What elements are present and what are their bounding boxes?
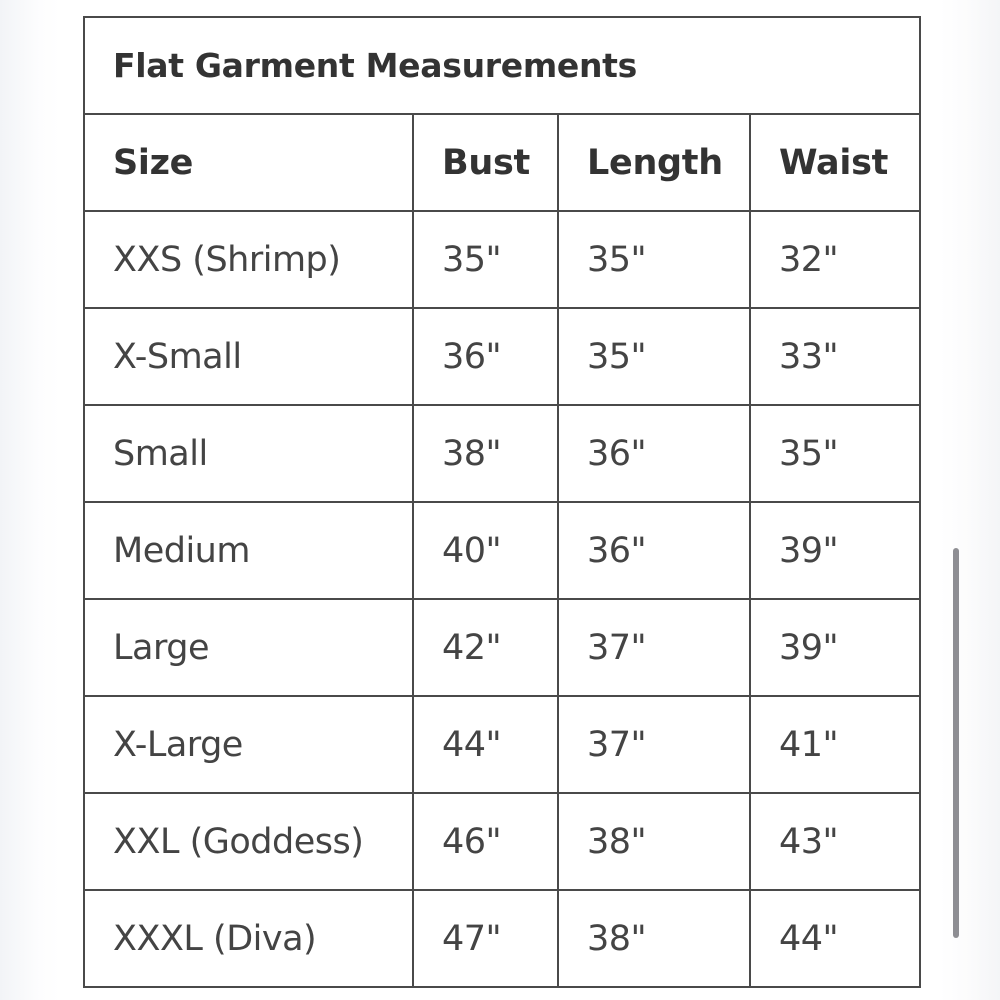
waist-cell: 44" — [750, 890, 920, 987]
waist-cell: 41" — [750, 696, 920, 793]
waist-cell: 35" — [750, 405, 920, 502]
bust-cell: 38" — [413, 405, 558, 502]
table-row — [84, 211, 920, 308]
vertical-scrollbar[interactable] — [953, 548, 959, 938]
size-cell: XXXL (Diva) — [84, 890, 413, 987]
waist-cell: 39" — [750, 502, 920, 599]
length-cell: 36" — [558, 502, 750, 599]
bust-cell: 36" — [413, 308, 558, 405]
title-row — [84, 17, 920, 114]
table-row — [84, 502, 920, 599]
column-header-bust: Bust — [413, 114, 558, 211]
length-cell: 35" — [558, 211, 750, 308]
table-row — [84, 696, 920, 793]
bust-cell: 40" — [413, 502, 558, 599]
size-cell: Large — [84, 599, 413, 696]
bust-cell: 46" — [413, 793, 558, 890]
length-cell: 38" — [558, 890, 750, 987]
size-cell: XXL (Goddess) — [84, 793, 413, 890]
table-row — [84, 599, 920, 696]
waist-cell: 39" — [750, 599, 920, 696]
bust-cell: 35" — [413, 211, 558, 308]
waist-cell: 32" — [750, 211, 920, 308]
table-row — [84, 308, 920, 405]
table-title: Flat Garment Measurements — [84, 17, 920, 114]
column-header-size: Size — [84, 114, 413, 211]
length-cell: 36" — [558, 405, 750, 502]
size-cell: X-Large — [84, 696, 413, 793]
length-cell: 37" — [558, 599, 750, 696]
length-cell: 38" — [558, 793, 750, 890]
table-row — [84, 890, 920, 987]
waist-cell: 33" — [750, 308, 920, 405]
size-cell: Small — [84, 405, 413, 502]
bust-cell: 42" — [413, 599, 558, 696]
bust-cell: 44" — [413, 696, 558, 793]
table-row — [84, 405, 920, 502]
header-row — [84, 114, 920, 211]
measurements-table — [83, 16, 921, 988]
column-header-length: Length — [558, 114, 750, 211]
length-cell: 37" — [558, 696, 750, 793]
size-cell: Medium — [84, 502, 413, 599]
size-cell: X-Small — [84, 308, 413, 405]
table-row — [84, 793, 920, 890]
length-cell: 35" — [558, 308, 750, 405]
size-cell: XXS (Shrimp) — [84, 211, 413, 308]
bust-cell: 47" — [413, 890, 558, 987]
waist-cell: 43" — [750, 793, 920, 890]
column-header-waist: Waist — [750, 114, 920, 211]
